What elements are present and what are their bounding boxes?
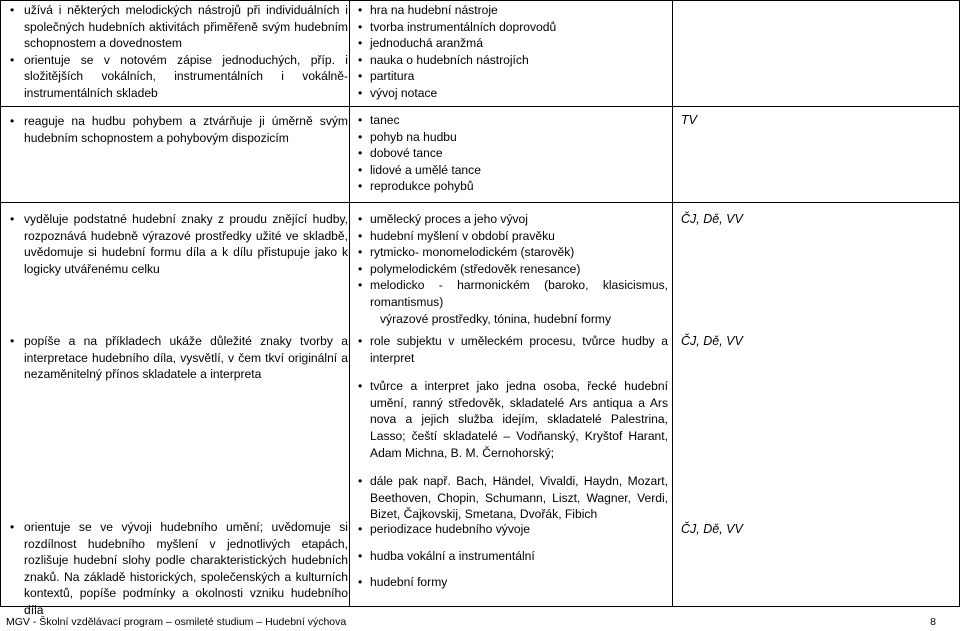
bullet-icon: • (358, 52, 363, 67)
list-item: • rytmicko- monomelodickém (starověk) (358, 245, 575, 260)
list-item: • nauka o hudebních nástrojích (358, 52, 529, 67)
row1-outcomes (8, 2, 348, 102)
row-divider-top (0, 0, 960, 1)
bullet-icon: • (10, 334, 15, 348)
list-item: • hudební formy (358, 575, 448, 590)
list-item: • orientuje se ve vývoji hudebního umění; uvědomuje si rozdílnost hudebního myšlení v jednotlivých etapách, rozlišuje hudební slohy podle charakteristických hudebních znaků. Na základě historických, společenských a kulturních kontextů, popíše podmínky a okolnosti vzniku hudebního díla (10, 520, 348, 617)
bullet-icon: • (358, 69, 363, 84)
list-item: • role subjektu v uměleckém procesu, tvůrce hudby a interpret (358, 334, 668, 365)
table-border-left (0, 0, 1, 606)
bullet-icon: • (358, 179, 363, 194)
bullet-icon: • (358, 548, 363, 563)
bullet-icon: • (358, 474, 363, 489)
list-item: • tanec (358, 113, 400, 127)
list-item: • dále pak např. Bach, Händel, Vivaldi, Haydn, Mozart, Beethoven, Chopin, Schumann, Liszt, Wagner, Verdi, Bizet, Čajkovskij, Smetana, Dvořák, Fibich (358, 474, 668, 522)
list-item: • tvůrce a interpret jako jedna osoba, řecké hudební umění, ranný středověk, skladatelé Ars antiqua a Ars nova a jejich služba idejím, skladatelé Palestrina, Lasso; čeští skladatelé – Vodňanský, Kryštof Harant, Adam Michna, B. M. Černohorský; (358, 379, 668, 460)
list-item-plain: výrazové prostředky, tónina, hudební formy (380, 311, 612, 326)
row3-cross-subject-b: ČJ, Dě, VV (681, 334, 743, 348)
bullet-icon: • (358, 261, 363, 276)
row1-content (358, 2, 668, 102)
bullet-icon: • (358, 212, 363, 226)
bullet-icon: • (358, 113, 363, 127)
page-number: 8 (930, 616, 936, 628)
bullet-icon: • (10, 520, 15, 534)
list-item: • vyděluje podstatné hudební znaky z proudu znějící hudby, rozpoznává hudebně výrazové prostředky užité ve skladbě, uvědomuje si hudební formu díla a k dílu přistupuje jako k logicky utvářenému celku (10, 212, 348, 276)
bullet-icon: • (358, 85, 363, 100)
bullet-icon: • (10, 52, 15, 67)
list-item: • partitura (358, 69, 415, 84)
list-item: • pohyb na hudbu (358, 129, 457, 144)
row3-content-b (358, 333, 668, 523)
row3-outcomes-b (8, 333, 348, 383)
bullet-icon: • (358, 334, 363, 348)
bullet-icon: • (358, 19, 363, 34)
row3-cross-subject-a: ČJ, Dě, VV (681, 212, 743, 226)
row-divider-1 (0, 106, 960, 107)
column-divider-2 (672, 0, 673, 606)
row3-content-a (358, 211, 668, 327)
list-item: • melodicko - harmonickém (baroko, klasicismus, romantismus) (358, 278, 668, 309)
row4-cross-subject: ČJ, Dě, VV (681, 522, 743, 536)
bullet-icon: • (358, 3, 363, 17)
row2-cross-subject: TV (681, 113, 697, 127)
bullet-icon: • (358, 129, 363, 144)
bullet-icon: • (10, 212, 15, 226)
list-item: • popíše a na příkladech ukáže důležité znaky tvorby a interpretace hudebního díla, vysvětlí, v čem tkví originální a nezaměnitelný přínos skladatele a interpreta (10, 334, 348, 382)
list-item: • hra na hudební nástroje (358, 3, 498, 17)
list-item: • jednoduchá aranžmá (358, 36, 483, 51)
bullet-icon: • (358, 146, 363, 161)
list-item: • polymelodickém (středověk renesance) (358, 261, 581, 276)
list-item: • reaguje na hudbu pohybem a ztvárňuje ji úměrně svým hudebním schopnostem a pohybovým dispozicím (10, 114, 348, 145)
list-item: • tvorba instrumentálních doprovodů (358, 19, 557, 34)
row2-outcomes (8, 113, 348, 146)
row4-outcomes (8, 519, 348, 619)
list-item: • orientuje se v notovém zápise jednoduchých, příp. i složitějších vokálních, instrumentálních i vokálně-instrumentálních skladeb (10, 52, 348, 100)
list-item: • lidové a umělé tance (358, 162, 481, 177)
row3-outcomes-a (8, 211, 348, 277)
bullet-icon: • (358, 228, 363, 243)
bullet-icon: • (358, 278, 363, 293)
row4-content (358, 521, 668, 591)
list-item: • umělecký proces a jeho vývoj (358, 212, 528, 226)
list-item: • dobové tance (358, 146, 443, 161)
bullet-icon: • (358, 245, 363, 260)
bullet-icon: • (358, 522, 363, 536)
footer-text: MGV - Školní vzdělávací program – osmileté studium – Hudební výchova (6, 616, 347, 628)
row-divider-2 (0, 202, 960, 203)
list-item: • hudební myšlení v období pravěku (358, 228, 555, 243)
bullet-icon: • (10, 114, 15, 128)
list-item: • reprodukce pohybů (358, 179, 474, 194)
list-item: • vývoj notace (358, 85, 438, 100)
bullet-icon: • (358, 575, 363, 590)
column-divider-1 (349, 0, 350, 606)
bullet-icon: • (358, 36, 363, 51)
list-item: • užívá i některých melodických nástrojů při individuálních i společných hudebních aktivitách přiměřeně svým hudebním schopnostem a dovednostem (10, 3, 348, 51)
list-item: • hudba vokální a instrumentální (358, 548, 535, 563)
bullet-icon: • (10, 3, 15, 17)
list-item: • periodizace hudebního vývoje (358, 522, 531, 536)
row2-content (358, 112, 668, 195)
page-footer (0, 606, 960, 631)
bullet-icon: • (358, 162, 363, 177)
bullet-icon: • (358, 379, 363, 394)
